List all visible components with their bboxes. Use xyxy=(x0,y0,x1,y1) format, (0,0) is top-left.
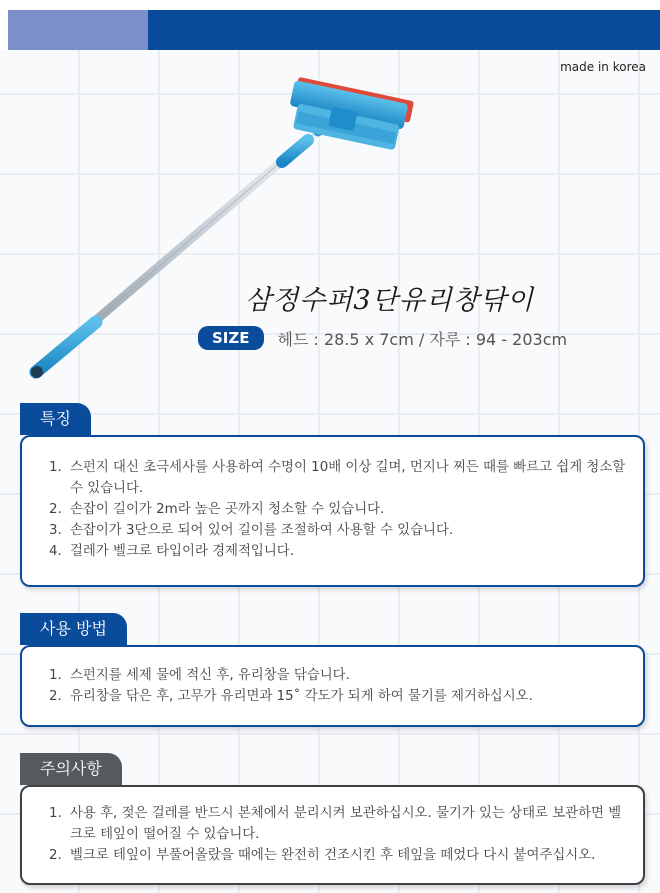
features-title: 특징 xyxy=(20,403,91,435)
size-text: 헤드 : 28.5 x 7cm / 자루 : 94 - 203cm xyxy=(277,329,568,349)
list-item: 1. 스펀지를 세제 물에 적신 후, 유리창을 닦습니다. xyxy=(49,668,350,683)
usage-box xyxy=(20,645,645,727)
pole-joint xyxy=(282,140,308,162)
list-item: 1. 사용 후, 젖은 걸레를 반드시 본체에서 분리시켜 보관하십시오. 물기가 있는 상태로 보관하면 벨크로 테잎이 떨어질 수 있습니다. xyxy=(49,806,622,842)
list-item: 1. 스펀지 대신 초극세사를 사용하여 수명이 10배 이상 길며, 먼지나 찌든 때를 빠르고 쉽게 청소할 수 있습니다. xyxy=(49,460,626,496)
features-section xyxy=(20,403,645,588)
product-name: 삼정수퍼3단유리창닦이 xyxy=(245,285,534,316)
size-row xyxy=(198,326,567,350)
usage-list xyxy=(22,665,643,707)
caution-section xyxy=(20,753,645,887)
usage-section xyxy=(20,613,645,728)
features-box xyxy=(20,435,645,587)
caution-list xyxy=(22,803,643,866)
list-item: 3. 손잡이가 3단으로 되어 있어 길이를 조절하여 사용할 수 있습니다. xyxy=(49,523,454,538)
caution-title: 주의사항 xyxy=(20,753,122,785)
header-bar-dark xyxy=(148,10,660,50)
list-item: 2. 손잡이 길이가 2m라 높은 곳까지 청소할 수 있습니다. xyxy=(49,502,385,517)
list-item: 4. 걸레가 벨크로 타입이라 경제적입니다. xyxy=(49,544,294,559)
features-list xyxy=(22,457,643,562)
list-item: 2. 벨크로 테잎이 부풀어올랐을 때에는 완전히 건조시킨 후 테잎을 떼었다 다시 붙여주십시오. xyxy=(49,848,596,863)
header-bar-light xyxy=(8,10,148,50)
usage-title: 사용 방법 xyxy=(20,613,127,645)
origin-label: made in korea xyxy=(560,60,646,74)
list-item: 2. 유리창을 닦은 후, 고무가 유리면과 15˚ 각도가 되게 하여 물기를 제거하십시오. xyxy=(49,689,533,704)
caution-box xyxy=(20,785,645,885)
handle-grip xyxy=(36,322,96,372)
header-bar xyxy=(8,10,660,50)
size-badge: SIZE xyxy=(198,326,264,350)
